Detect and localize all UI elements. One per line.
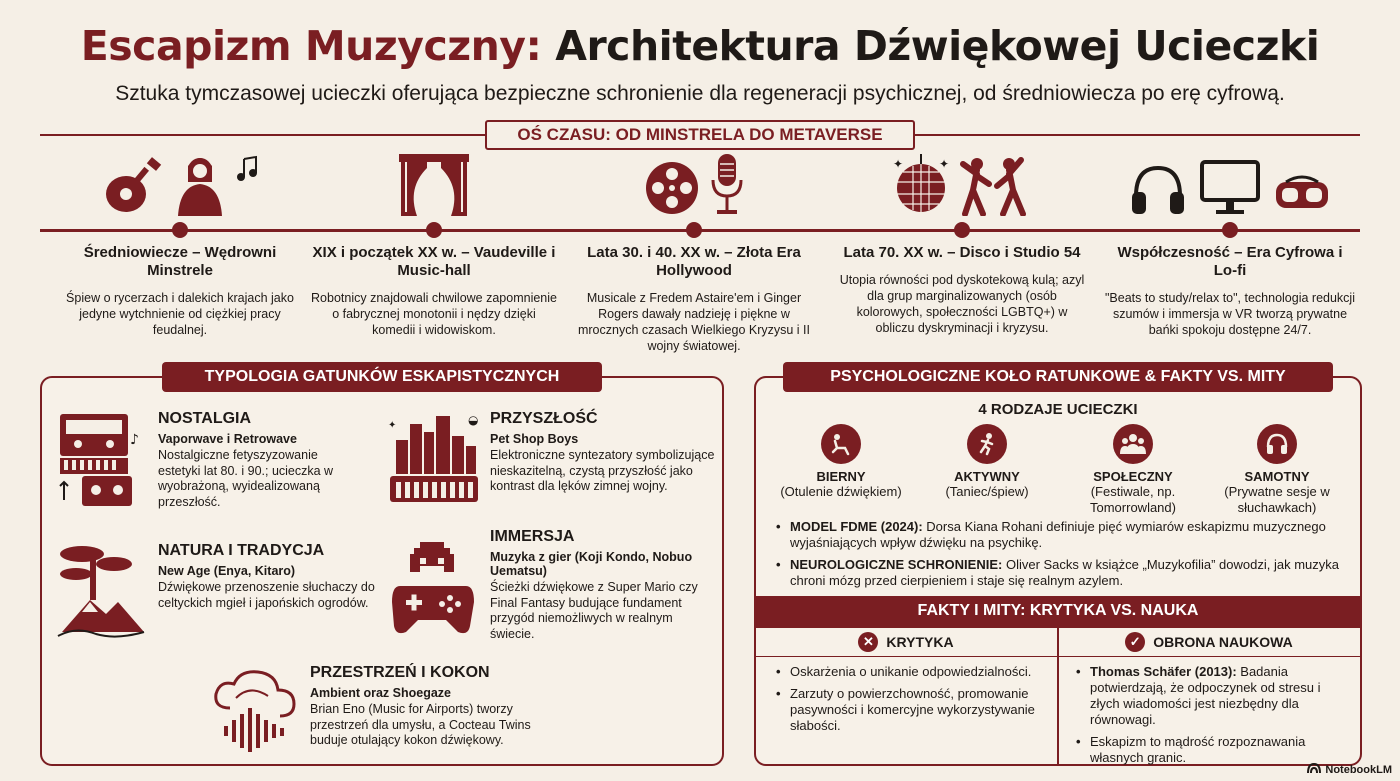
escape-type-label: SAMOTNY [1244,469,1310,484]
escape-type-passive [766,424,916,500]
genre-immersion [388,528,713,648]
genre-title: PRZYSZŁOŚĆ [490,410,598,427]
escape-type-desc: (Prywatne sesje w słuchawkach) [1224,484,1330,515]
bullet-bold: Thomas Schäfer (2013): [1090,664,1237,679]
film-reel-icon [644,160,700,221]
timeline-era [569,244,819,354]
page-title [0,22,1400,70]
bullet-text: Oliver Sacks w książce „Muzykofilia” dowodzi, jak muzyka chroni mózg przed cierpieniem i staje się realnym azylem. [790,557,1339,588]
list-item: • Zarzuty o powierzchowność, promowanie pasywności i komercyjne wykorzystywanie słabości. [774,686,1050,734]
logo-text: NotebookLM [1325,763,1392,776]
theater-curtain-icon [399,154,469,221]
escape-type-active [912,424,1062,500]
timeline-era [837,244,1087,336]
headphones-icon [1130,164,1186,221]
divider [915,134,1360,136]
genre-description: Brian Eno (Music for Airports) tworzy przestrzeń dla umysłu, a Cocteau Twins buduje otulający kokon dźwiękowy. [310,702,531,747]
genre-description: Ścieżki dźwiękowe z Super Mario czy Final Fantasy budujące fundament przygód niemożliwych w realnym świecie. [490,580,698,641]
logo-icon [1307,762,1321,777]
era-heading: XIX i początek XX w. – Vaudeville i Music-hall [312,244,556,279]
title-part-1: Escapizm Muzyczny: [80,22,542,70]
headphones-icon [1257,424,1297,464]
era-heading: Współczesność – Era Cyfrowa i Lo-fi [1117,244,1343,279]
bullet-bold: MODEL FDME (2024): [790,519,923,534]
list-item [774,519,1344,551]
dancers-icon [959,154,1031,221]
typology-label: TYPOLOGIA GATUNKÓW ESKAPISTYCZNYCH [162,362,602,392]
genre-space-cocoon [210,664,710,760]
bullet-text: Eskapizm to mądrość rozpoznawania własnych granic. [1090,734,1306,765]
genre-title: PRZESTRZEŃ I KOKON [310,664,490,681]
divider [40,134,485,136]
defense-heading-label: OBRONA NAUKOWA [1153,634,1293,650]
timeline-dot [686,222,702,238]
monitor-icon [1200,160,1260,221]
cross-icon: ✕ [858,632,878,652]
svg-text:✦: ✦ [893,157,904,171]
reclining-person-icon [821,424,861,464]
psychology-label: PSYCHOLOGICZNE KOŁO RATUNKOWE & FAKTY VS. MITY [783,362,1333,392]
genre-nature [56,542,375,642]
cloud-soundwave-icon [210,668,300,757]
timeline-era [55,244,305,338]
genre-subtitle: Vaporwave i Retrowave [158,432,297,446]
genre-subtitle: Muzyka z gier (Koji Kondo, Nobuo Uematsu) [490,550,693,578]
genre-subtitle: Pet Shop Boys [490,432,579,446]
defense-heading [1059,626,1359,658]
svg-text:♪: ♪ [130,432,139,448]
list-item: • Oskarżenia o unikanie odpowiedzialności. [774,664,1050,680]
city-synth-icon [388,410,480,511]
svg-text:◒: ◒ [468,413,479,427]
era-description: Robotnicy znajdowali chwilowe zapomnienie o fabrycznej monotonii i nędzy dzięki komedii i widowiskom. [311,291,557,337]
defense-list [1074,664,1350,772]
timeline-dot [954,222,970,238]
minstrel-icon [174,154,226,221]
list-item [1074,664,1350,728]
music-note-icon [236,155,258,188]
notebooklm-logo [1307,762,1392,777]
check-icon: ✓ [1125,632,1145,652]
escape-type-label: BIERNY [816,469,866,484]
title-part-2: Architektura Dźwiękowej Ucieczki [555,22,1320,70]
era-description: Musicale z Fredem Astaire'em i Ginger Rogers dawały nadzieję i piękne w mrocznych czasach Wielkiego Kryzysu i II wojny światowej. [577,291,810,353]
escape-type-desc: (Festiwale, np. Tomorrowland) [1090,484,1176,515]
timeline-label: OŚ CZASU: OD MINSTRELA DO METAVERSE [485,120,915,150]
bullet-bold: NEUROLOGICZNE SCHRONIENIE: [790,557,1003,572]
genre-description: Elektroniczne syntezatory symbolizujące nieskazitelną, czystą przyszłość jako kontrast dla lęków zimnej wojny. [490,448,715,493]
genre-subtitle: New Age (Enya, Kitaro) [158,564,296,578]
timeline-era [1105,244,1355,338]
genre-nostalgia [56,410,356,520]
era-description: Śpiew o rycerzach i dalekich krajach jako jedyne wytchnienie od ciężkiej pracy feudalnej. [66,291,294,337]
bullet-text: Dorsa Kiana Rohani definiuje pięć wymiarów eskapizmu muzycznego wyjaśniających wpływ dźwięku na psychikę. [790,519,1326,550]
timeline-era [309,244,559,338]
genre-description: Dźwiękowe przenoszenie słuchaczy do celtyckich mgieł i japońskich ogrodów. [158,580,375,610]
escape-type-solitary [1202,424,1352,516]
timeline-dot [1222,222,1238,238]
bonsai-mountain-icon [56,542,146,643]
disco-ball-icon [893,154,949,221]
game-controller-icon [388,542,478,643]
era-description: "Beats to study/relax to", technologia redukcji szumów i immersja w VR tworzą prywatne bańki spokoju dostępne 24/7. [1105,291,1355,337]
escape-types-heading: 4 RODZAJE UCIECZKI [978,401,1138,418]
timeline-dot [172,222,188,238]
genre-subtitle: Ambient oraz Shoegaze [310,686,451,700]
lute-icon [102,156,164,221]
critique-heading [756,626,1056,658]
era-heading: Średniowiecze – Wędrowni Minstrele [83,244,277,279]
critique-heading-label: KRYTYKA [886,634,954,650]
facts-myths-label: FAKTY I MITY: KRYTYKA VS. NAUKA [756,596,1360,626]
era-icons [80,155,280,221]
timeline-dot [426,222,442,238]
research-bullets [774,519,1344,595]
genre-title: NATURA I TRADYCJA [158,542,325,559]
genre-title: IMMERSJA [490,528,575,545]
era-heading: Lata 30. i 40. XX w. – Złota Era Hollywood [587,244,801,279]
group-icon [1113,424,1153,464]
running-person-icon [967,424,1007,464]
cassette-synth-icon [56,410,146,515]
critique-list [774,664,1050,740]
escape-type-desc: (Taniec/śpiew) [945,484,1029,499]
era-icons [594,155,794,221]
escape-type-label: AKTYWNY [954,469,1020,484]
microphone-icon [710,154,744,221]
escape-type-desc: (Otulenie dźwiękiem) [780,484,902,499]
era-description: Utopia równości pod dyskotekową kulą; azyl dla grup marginalizowanych (osób kolorowych, społeczności LGBTQ+) w obliczu dyskryminacji i kryzysu. [839,273,1085,335]
genre-title: NOSTALGIA [158,410,252,427]
era-heading: Lata 70. XX w. – Disco i Studio 54 [843,244,1081,261]
escape-type-label: SPOŁECZNY [1093,469,1173,484]
escape-type-social [1058,424,1208,516]
genre-description: Nostalgiczne fetyszyzowanie estetyki lat 80. i 90.; ucieczka w wyobrażoną, wyidealizowaną przeszłość. [158,448,334,509]
era-icons [862,155,1062,221]
era-icons [334,155,534,221]
genre-future [388,410,713,520]
svg-text:✦: ✦ [388,420,397,431]
svg-text:✦: ✦ [939,157,949,171]
vr-headset-icon [1274,172,1330,221]
era-icons [1100,155,1360,221]
list-item [774,557,1344,589]
page-subtitle: Sztuka tymczasowej ucieczki oferująca bezpieczne schronienie dla regeneracji psychicznej, od średniowiecza po erę cyfrową. [115,82,1285,105]
bullet-text: Badania potwierdzają, że odpoczynek od stresu i złych wiadomości jest niezbędny dla równowagi. [1090,664,1321,727]
